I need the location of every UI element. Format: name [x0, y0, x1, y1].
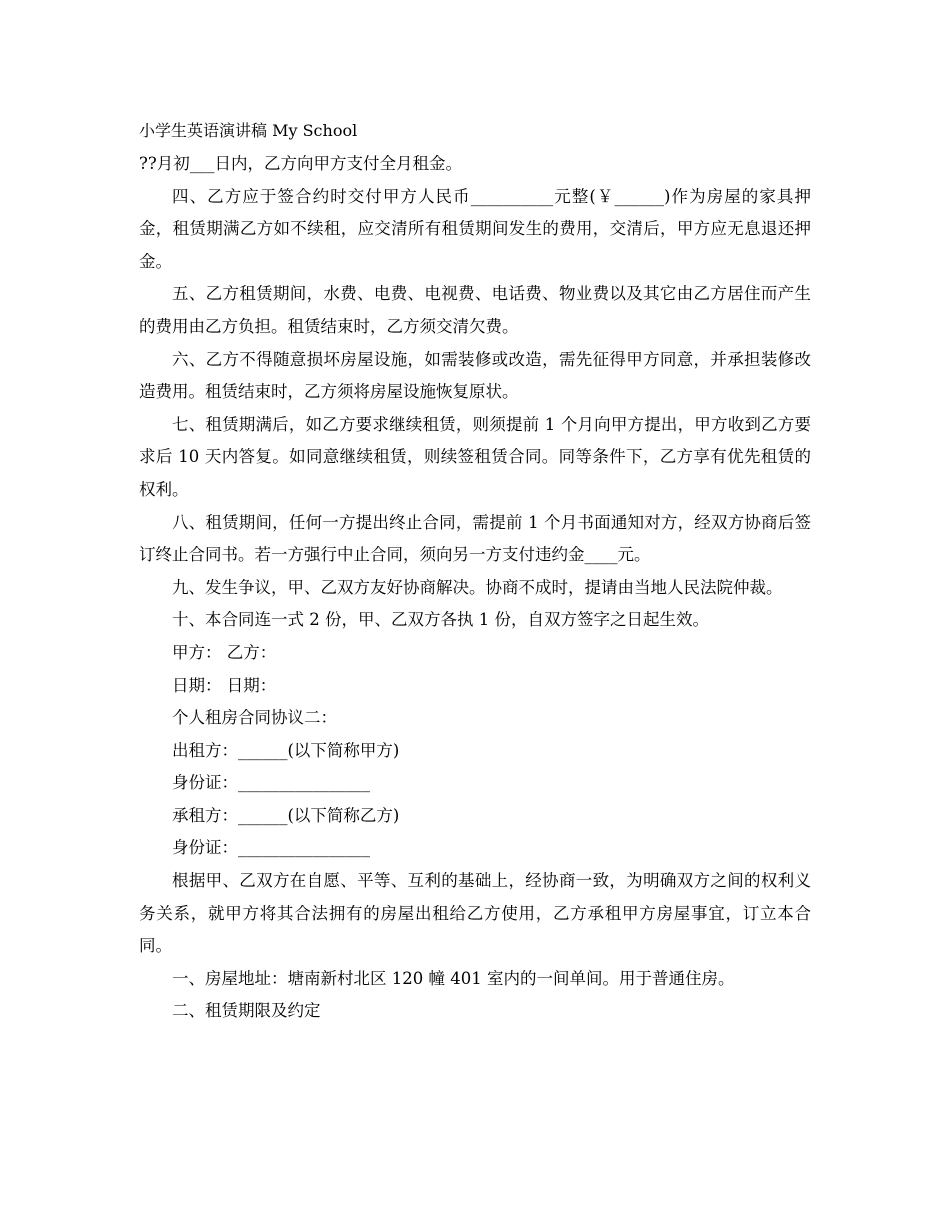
paragraph: 甲方： 乙方： [172, 642, 277, 662]
paragraph: 六、乙方不得随意损坏房屋设施，如需装修或改造，需先征得甲方同意，并承担装修改造费用。租赁结束时，乙方须将房屋设施恢复原状。 [139, 349, 811, 402]
paragraph: 出租方：______(以下简称甲方) [172, 740, 400, 760]
paragraph: 承租方：______(以下简称乙方) [172, 805, 400, 825]
paragraph: 身份证：________________ [172, 773, 370, 793]
paragraph: 九、发生争议，甲、乙双方友好协商解决。协商不成时，提请由当地人民法院仲裁。 [172, 577, 783, 597]
paragraph: 身份证：________________ [172, 838, 370, 858]
paragraph: 根据甲、乙双方在自愿、平等、互利的基础上，经协商一致，为明确双方之间的权利义务关系，就甲方将其合法拥有的房屋出租给乙方使用，乙方承租甲方房屋事宜，订立本合同。 [139, 871, 811, 956]
paragraph: 十、本合同连一式 2 份，甲、乙双方各执 1 份，自双方签字之日起生效。 [172, 610, 709, 630]
document-body [139, 148, 811, 1028]
paragraph: 日期： 日期： [172, 675, 277, 695]
paragraph: 一、房屋地址：塘南新村北区 120 幢 401 室内的一间单间。用于普通住房。 [172, 968, 735, 988]
paragraph: 个人租房合同协议二： [172, 708, 337, 728]
paragraph: 七、租赁期满后，如乙方要求继续租赁，则须提前 1 个月向甲方提出，甲方收到乙方要求后 10 天内答复。如同意继续租赁，则续签租赁合同。同等条件下，乙方享有优先租赁的权利。 [139, 414, 811, 499]
paragraph: 五、乙方租赁期间，水费、电费、电视费、电话费、物业费以及其它由乙方居住而产生的费用由乙方负担。租赁结束时，乙方须交清欠费。 [139, 284, 811, 336]
paragraph: 八、租赁期间，任何一方提出终止合同，需提前 1 个月书面通知对方，经双方协商后签订终止合同书。若一方强行中止合同，须向另一方支付违约金____元。 [139, 512, 811, 565]
paragraph: ??月初___日内，乙方向甲方支付全月租金。 [139, 154, 462, 173]
paragraph: 四、乙方应于签合约时交付甲方人民币__________元整(￥______)作为房屋的家具押金，租赁期满乙方如不续租，应交清所有租赁期间发生的费用，交清后，甲方应无息退还押金。 [139, 186, 811, 271]
document-header: 小学生英语演讲稿 My School [139, 121, 358, 140]
paragraph: 二、租赁期限及约定 [172, 1001, 321, 1021]
